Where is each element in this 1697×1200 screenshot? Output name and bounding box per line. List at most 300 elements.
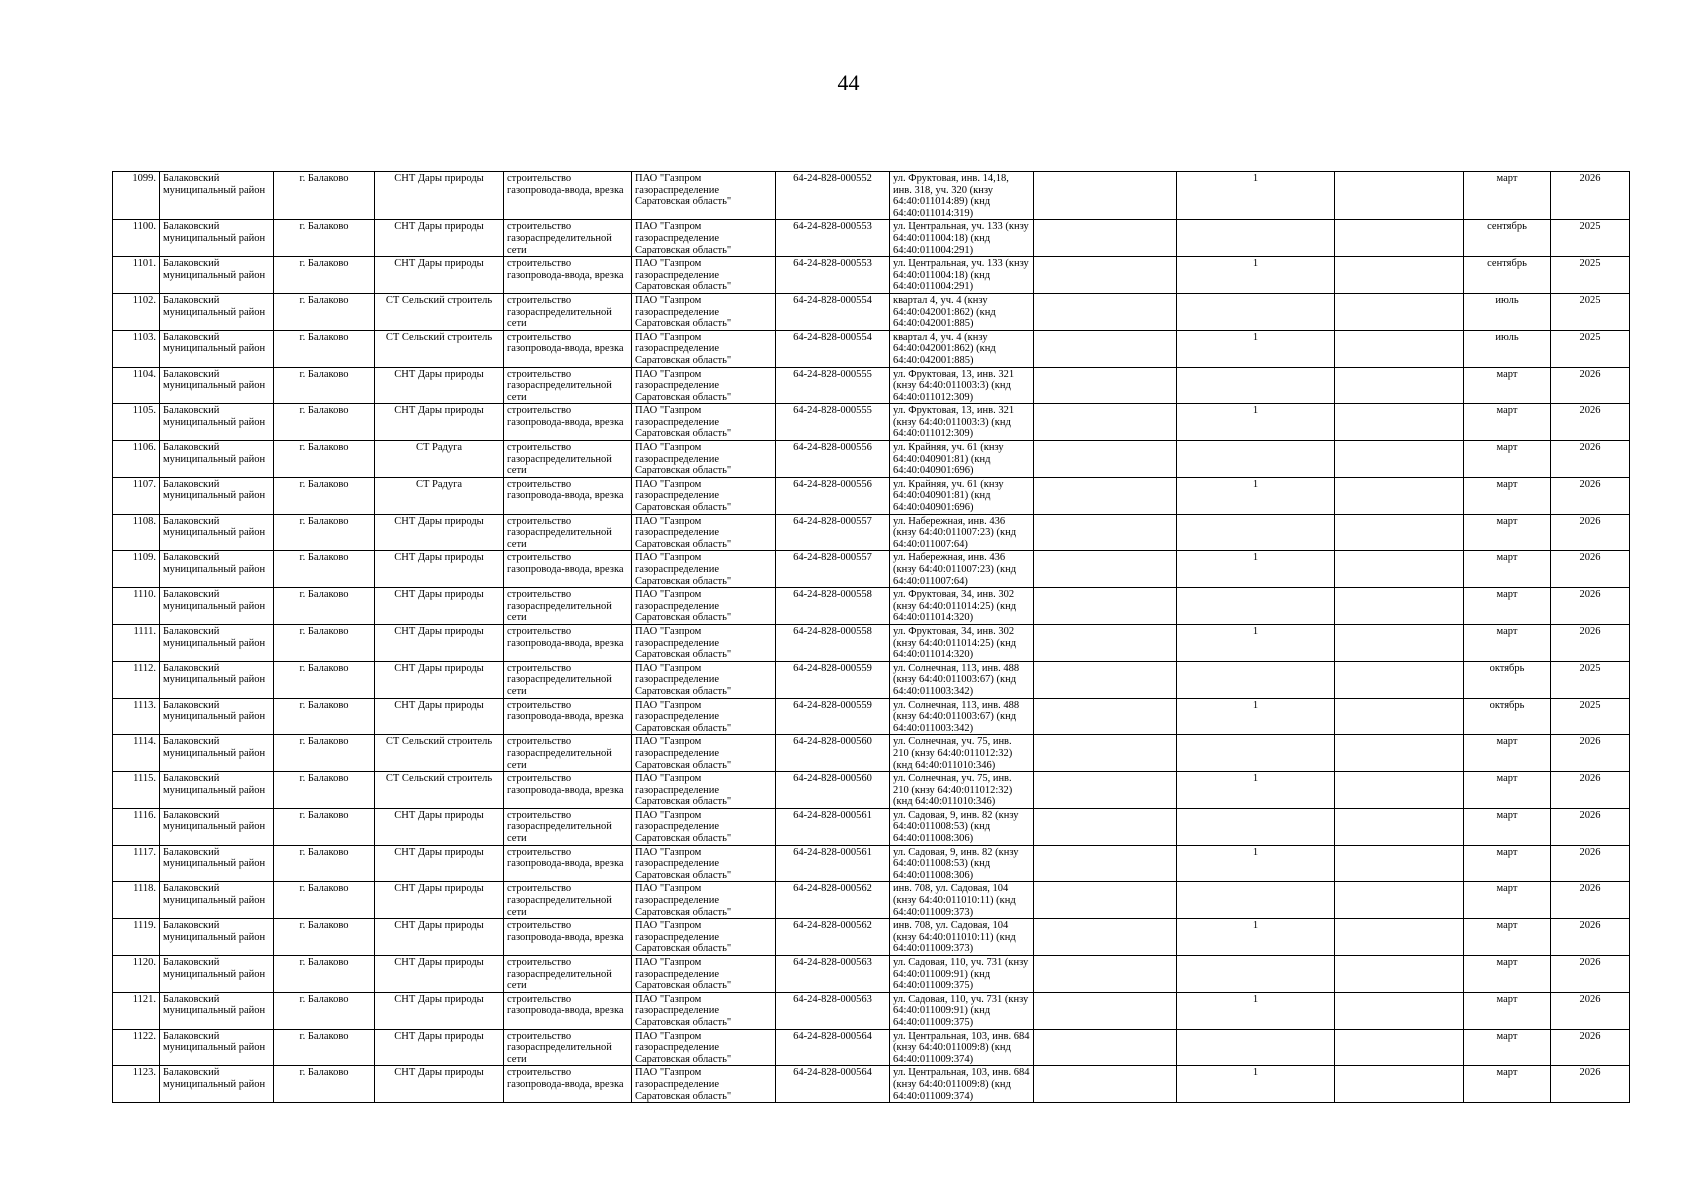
organization-cell: ПАО "Газпром газораспределение Саратовская область" xyxy=(632,514,776,551)
table-row xyxy=(113,257,1630,294)
organization-cell: ПАО "Газпром газораспределение Саратовская область" xyxy=(632,551,776,588)
empty-cell xyxy=(1034,588,1177,625)
row-number-cell: 1115. xyxy=(113,772,160,809)
object-cell: СНТ Дары природы xyxy=(375,367,504,404)
table-row xyxy=(113,293,1630,330)
work-type-cell: строительство газораспределительной сети xyxy=(504,735,632,772)
object-cell: СНТ Дары природы xyxy=(375,514,504,551)
year-cell: 2026 xyxy=(1551,551,1630,588)
quantity-cell: 1 xyxy=(1177,257,1335,294)
empty-cell xyxy=(1034,992,1177,1029)
quantity-cell xyxy=(1177,220,1335,257)
object-cell: СНТ Дары природы xyxy=(375,698,504,735)
year-cell: 2026 xyxy=(1551,808,1630,845)
year-cell: 2025 xyxy=(1551,698,1630,735)
empty-cell xyxy=(1335,477,1464,514)
table-row xyxy=(113,1029,1630,1066)
work-type-cell: строительство газопровода-ввода, врезка xyxy=(504,772,632,809)
contract-number-cell: 64-24-828-000563 xyxy=(776,956,890,993)
contract-number-cell: 64-24-828-000559 xyxy=(776,698,890,735)
contract-number-cell: 64-24-828-000554 xyxy=(776,330,890,367)
object-cell: СТ Радуга xyxy=(375,441,504,478)
year-cell: 2025 xyxy=(1551,257,1630,294)
year-cell: 2026 xyxy=(1551,992,1630,1029)
quantity-cell: 1 xyxy=(1177,172,1335,220)
city-cell: г. Балаково xyxy=(274,882,375,919)
table-row xyxy=(113,698,1630,735)
row-number-cell: 1112. xyxy=(113,661,160,698)
contract-number-cell: 64-24-828-000563 xyxy=(776,992,890,1029)
year-cell: 2026 xyxy=(1551,514,1630,551)
address-cell: ул. Садовая, 110, уч. 731 (кнзу 64:40:011009:91) (кнд 64:40:011009:375) xyxy=(890,992,1034,1029)
quantity-cell: 1 xyxy=(1177,1066,1335,1103)
address-cell: ул. Крайняя, уч. 61 (кнзу 64:40:040901:81) (кнд 64:40:040901:696) xyxy=(890,477,1034,514)
month-cell: июль xyxy=(1464,293,1551,330)
table-row xyxy=(113,735,1630,772)
organization-cell: ПАО "Газпром газораспределение Саратовская область" xyxy=(632,992,776,1029)
year-cell: 2026 xyxy=(1551,1066,1630,1103)
organization-cell: ПАО "Газпром газораспределение Саратовская область" xyxy=(632,808,776,845)
organization-cell: ПАО "Газпром газораспределение Саратовская область" xyxy=(632,1066,776,1103)
empty-cell xyxy=(1034,514,1177,551)
quantity-cell: 1 xyxy=(1177,330,1335,367)
month-cell: март xyxy=(1464,551,1551,588)
organization-cell: ПАО "Газпром газораспределение Саратовская область" xyxy=(632,367,776,404)
year-cell: 2026 xyxy=(1551,956,1630,993)
table-row xyxy=(113,845,1630,882)
quantity-cell: 1 xyxy=(1177,845,1335,882)
object-cell: СНТ Дары природы xyxy=(375,404,504,441)
district-cell: Балаковский муниципальный район xyxy=(160,735,274,772)
empty-cell xyxy=(1034,477,1177,514)
district-cell: Балаковский муниципальный район xyxy=(160,257,274,294)
month-cell: март xyxy=(1464,808,1551,845)
address-cell: ул. Садовая, 9, инв. 82 (кнзу 64:40:011008:53) (кнд 64:40:011008:306) xyxy=(890,808,1034,845)
organization-cell: ПАО "Газпром газораспределение Саратовская область" xyxy=(632,956,776,993)
district-cell: Балаковский муниципальный район xyxy=(160,1029,274,1066)
row-number-cell: 1106. xyxy=(113,441,160,478)
district-cell: Балаковский муниципальный район xyxy=(160,551,274,588)
district-cell: Балаковский муниципальный район xyxy=(160,330,274,367)
table-row xyxy=(113,992,1630,1029)
address-cell: ул. Набережная, инв. 436 (кнзу 64:40:011007:23) (кнд 64:40:011007:64) xyxy=(890,551,1034,588)
contract-number-cell: 64-24-828-000553 xyxy=(776,220,890,257)
month-cell: сентябрь xyxy=(1464,220,1551,257)
work-type-cell: строительство газопровода-ввода, врезка xyxy=(504,404,632,441)
organization-cell: ПАО "Газпром газораспределение Саратовская область" xyxy=(632,477,776,514)
month-cell: март xyxy=(1464,367,1551,404)
row-number-cell: 1114. xyxy=(113,735,160,772)
address-cell: ул. Солнечная, 113, инв. 488 (кнзу 64:40:011003:67) (кнд 64:40:011003:342) xyxy=(890,661,1034,698)
object-cell: СНТ Дары природы xyxy=(375,588,504,625)
quantity-cell xyxy=(1177,293,1335,330)
year-cell: 2025 xyxy=(1551,330,1630,367)
object-cell: СТ Сельский строитель xyxy=(375,330,504,367)
month-cell: сентябрь xyxy=(1464,257,1551,294)
contract-number-cell: 64-24-828-000556 xyxy=(776,477,890,514)
organization-cell: ПАО "Газпром газораспределение Саратовская область" xyxy=(632,1029,776,1066)
row-number-cell: 1116. xyxy=(113,808,160,845)
contract-number-cell: 64-24-828-000559 xyxy=(776,661,890,698)
city-cell: г. Балаково xyxy=(274,588,375,625)
city-cell: г. Балаково xyxy=(274,845,375,882)
organization-cell: ПАО "Газпром газораспределение Саратовская область" xyxy=(632,624,776,661)
quantity-cell xyxy=(1177,882,1335,919)
table-row xyxy=(113,172,1630,220)
month-cell: март xyxy=(1464,992,1551,1029)
contract-number-cell: 64-24-828-000556 xyxy=(776,441,890,478)
city-cell: г. Балаково xyxy=(274,661,375,698)
table-row xyxy=(113,808,1630,845)
contract-number-cell: 64-24-828-000562 xyxy=(776,919,890,956)
month-cell: март xyxy=(1464,1029,1551,1066)
empty-cell xyxy=(1335,1066,1464,1103)
object-cell: СНТ Дары природы xyxy=(375,956,504,993)
month-cell: март xyxy=(1464,588,1551,625)
quantity-cell: 1 xyxy=(1177,919,1335,956)
year-cell: 2026 xyxy=(1551,404,1630,441)
table-row xyxy=(113,367,1630,404)
city-cell: г. Балаково xyxy=(274,514,375,551)
year-cell: 2026 xyxy=(1551,1029,1630,1066)
empty-cell xyxy=(1034,624,1177,661)
address-cell: ул. Садовая, 9, инв. 82 (кнзу 64:40:011008:53) (кнд 64:40:011008:306) xyxy=(890,845,1034,882)
empty-cell xyxy=(1034,661,1177,698)
contract-number-cell: 64-24-828-000554 xyxy=(776,293,890,330)
row-number-cell: 1118. xyxy=(113,882,160,919)
year-cell: 2025 xyxy=(1551,661,1630,698)
row-number-cell: 1122. xyxy=(113,1029,160,1066)
district-cell: Балаковский муниципальный район xyxy=(160,514,274,551)
quantity-cell: 1 xyxy=(1177,624,1335,661)
row-number-cell: 1119. xyxy=(113,919,160,956)
quantity-cell xyxy=(1177,661,1335,698)
work-type-cell: строительство газопровода-ввода, врезка xyxy=(504,477,632,514)
row-number-cell: 1117. xyxy=(113,845,160,882)
empty-cell xyxy=(1335,882,1464,919)
work-type-cell: строительство газопровода-ввода, врезка xyxy=(504,172,632,220)
empty-cell xyxy=(1034,257,1177,294)
work-type-cell: строительство газопровода-ввода, врезка xyxy=(504,257,632,294)
table-row xyxy=(113,661,1630,698)
year-cell: 2026 xyxy=(1551,441,1630,478)
row-number-cell: 1104. xyxy=(113,367,160,404)
work-type-cell: строительство газораспределительной сети xyxy=(504,293,632,330)
empty-cell xyxy=(1034,956,1177,993)
district-cell: Балаковский муниципальный район xyxy=(160,624,274,661)
row-number-cell: 1103. xyxy=(113,330,160,367)
object-cell: СНТ Дары природы xyxy=(375,257,504,294)
city-cell: г. Балаково xyxy=(274,367,375,404)
row-number-cell: 1100. xyxy=(113,220,160,257)
work-type-cell: строительство газораспределительной сети xyxy=(504,441,632,478)
row-number-cell: 1113. xyxy=(113,698,160,735)
table-row xyxy=(113,477,1630,514)
quantity-cell xyxy=(1177,367,1335,404)
address-cell: ул. Набережная, инв. 436 (кнзу 64:40:011007:23) (кнд 64:40:011007:64) xyxy=(890,514,1034,551)
row-number-cell: 1107. xyxy=(113,477,160,514)
contract-number-cell: 64-24-828-000557 xyxy=(776,514,890,551)
empty-cell xyxy=(1034,330,1177,367)
month-cell: март xyxy=(1464,514,1551,551)
work-type-cell: строительство газораспределительной сети xyxy=(504,367,632,404)
register-table xyxy=(112,171,1630,1103)
month-cell: март xyxy=(1464,735,1551,772)
row-number-cell: 1121. xyxy=(113,992,160,1029)
city-cell: г. Балаково xyxy=(274,808,375,845)
empty-cell xyxy=(1335,220,1464,257)
month-cell: март xyxy=(1464,441,1551,478)
city-cell: г. Балаково xyxy=(274,1029,375,1066)
district-cell: Балаковский муниципальный район xyxy=(160,477,274,514)
year-cell: 2025 xyxy=(1551,293,1630,330)
table-body xyxy=(113,172,1630,1103)
work-type-cell: строительство газораспределительной сети xyxy=(504,220,632,257)
district-cell: Балаковский муниципальный район xyxy=(160,1066,274,1103)
district-cell: Балаковский муниципальный район xyxy=(160,172,274,220)
contract-number-cell: 64-24-828-000560 xyxy=(776,772,890,809)
table-row xyxy=(113,624,1630,661)
month-cell: октябрь xyxy=(1464,661,1551,698)
row-number-cell: 1105. xyxy=(113,404,160,441)
object-cell: СНТ Дары природы xyxy=(375,661,504,698)
address-cell: ул. Фруктовая, инв. 14,18, инв. 318, уч. 320 (кнзу 64:40:011014:89) (кнд 64:40:011014:319) xyxy=(890,172,1034,220)
city-cell: г. Балаково xyxy=(274,772,375,809)
empty-cell xyxy=(1335,624,1464,661)
empty-cell xyxy=(1335,367,1464,404)
work-type-cell: строительство газопровода-ввода, врезка xyxy=(504,698,632,735)
work-type-cell: строительство газопровода-ввода, врезка xyxy=(504,992,632,1029)
empty-cell xyxy=(1034,735,1177,772)
empty-cell xyxy=(1034,1029,1177,1066)
empty-cell xyxy=(1335,661,1464,698)
quantity-cell xyxy=(1177,956,1335,993)
empty-cell xyxy=(1335,698,1464,735)
month-cell: март xyxy=(1464,172,1551,220)
organization-cell: ПАО "Газпром газораспределение Саратовская область" xyxy=(632,293,776,330)
year-cell: 2025 xyxy=(1551,220,1630,257)
month-cell: март xyxy=(1464,624,1551,661)
empty-cell xyxy=(1335,551,1464,588)
contract-number-cell: 64-24-828-000558 xyxy=(776,624,890,661)
work-type-cell: строительство газораспределительной сети xyxy=(504,514,632,551)
table-row xyxy=(113,330,1630,367)
object-cell: СНТ Дары природы xyxy=(375,808,504,845)
district-cell: Балаковский муниципальный район xyxy=(160,661,274,698)
table-row xyxy=(113,882,1630,919)
table-row xyxy=(113,956,1630,993)
table-row xyxy=(113,220,1630,257)
empty-cell xyxy=(1335,1029,1464,1066)
table-row xyxy=(113,441,1630,478)
empty-cell xyxy=(1034,404,1177,441)
city-cell: г. Балаково xyxy=(274,441,375,478)
year-cell: 2026 xyxy=(1551,772,1630,809)
month-cell: июль xyxy=(1464,330,1551,367)
organization-cell: ПАО "Газпром газораспределение Саратовская область" xyxy=(632,257,776,294)
quantity-cell: 1 xyxy=(1177,404,1335,441)
month-cell: март xyxy=(1464,404,1551,441)
quantity-cell: 1 xyxy=(1177,477,1335,514)
address-cell: ул. Центральная, 103, инв. 684 (кнзу 64:40:011009:8) (кнд 64:40:011009:374) xyxy=(890,1029,1034,1066)
row-number-cell: 1120. xyxy=(113,956,160,993)
work-type-cell: строительство газораспределительной сети xyxy=(504,588,632,625)
empty-cell xyxy=(1335,514,1464,551)
district-cell: Балаковский муниципальный район xyxy=(160,588,274,625)
city-cell: г. Балаково xyxy=(274,404,375,441)
quantity-cell: 1 xyxy=(1177,992,1335,1029)
object-cell: СНТ Дары природы xyxy=(375,172,504,220)
work-type-cell: строительство газораспределительной сети xyxy=(504,661,632,698)
year-cell: 2026 xyxy=(1551,845,1630,882)
empty-cell xyxy=(1034,882,1177,919)
object-cell: СНТ Дары природы xyxy=(375,624,504,661)
quantity-cell xyxy=(1177,808,1335,845)
quantity-cell: 1 xyxy=(1177,551,1335,588)
district-cell: Балаковский муниципальный район xyxy=(160,882,274,919)
year-cell: 2026 xyxy=(1551,624,1630,661)
quantity-cell: 1 xyxy=(1177,772,1335,809)
address-cell: ул. Фруктовая, 34, инв. 302 (кнзу 64:40:011014:25) (кнд 64:40:011014:320) xyxy=(890,624,1034,661)
contract-number-cell: 64-24-828-000561 xyxy=(776,845,890,882)
district-cell: Балаковский муниципальный район xyxy=(160,772,274,809)
contract-number-cell: 64-24-828-000561 xyxy=(776,808,890,845)
district-cell: Балаковский муниципальный район xyxy=(160,992,274,1029)
quantity-cell xyxy=(1177,735,1335,772)
address-cell: инв. 708, ул. Садовая, 104 (кнзу 64:40:011010:11) (кнд 64:40:011009:373) xyxy=(890,919,1034,956)
row-number-cell: 1109. xyxy=(113,551,160,588)
empty-cell xyxy=(1034,772,1177,809)
address-cell: ул. Солнечная, 113, инв. 488 (кнзу 64:40:011003:67) (кнд 64:40:011003:342) xyxy=(890,698,1034,735)
row-number-cell: 1099. xyxy=(113,172,160,220)
year-cell: 2026 xyxy=(1551,735,1630,772)
city-cell: г. Балаково xyxy=(274,735,375,772)
object-cell: СНТ Дары природы xyxy=(375,992,504,1029)
year-cell: 2026 xyxy=(1551,172,1630,220)
object-cell: СТ Сельский строитель xyxy=(375,735,504,772)
year-cell: 2026 xyxy=(1551,919,1630,956)
city-cell: г. Балаково xyxy=(274,956,375,993)
work-type-cell: строительство газораспределительной сети xyxy=(504,808,632,845)
organization-cell: ПАО "Газпром газораспределение Саратовская область" xyxy=(632,882,776,919)
empty-cell xyxy=(1034,172,1177,220)
district-cell: Балаковский муниципальный район xyxy=(160,220,274,257)
year-cell: 2026 xyxy=(1551,367,1630,404)
empty-cell xyxy=(1034,845,1177,882)
table-row xyxy=(113,919,1630,956)
address-cell: ул. Фруктовая, 13, инв. 321 (кнзу 64:40:011003:3) (кнд 64:40:011012:309) xyxy=(890,404,1034,441)
organization-cell: ПАО "Газпром газораспределение Саратовская область" xyxy=(632,220,776,257)
contract-number-cell: 64-24-828-000564 xyxy=(776,1029,890,1066)
organization-cell: ПАО "Газпром газораспределение Саратовская область" xyxy=(632,588,776,625)
year-cell: 2026 xyxy=(1551,477,1630,514)
work-type-cell: строительство газораспределительной сети xyxy=(504,956,632,993)
empty-cell xyxy=(1335,808,1464,845)
district-cell: Балаковский муниципальный район xyxy=(160,956,274,993)
city-cell: г. Балаково xyxy=(274,919,375,956)
row-number-cell: 1101. xyxy=(113,257,160,294)
empty-cell xyxy=(1034,808,1177,845)
work-type-cell: строительство газопровода-ввода, врезка xyxy=(504,845,632,882)
address-cell: квартал 4, уч. 4 (кнзу 64:40:042001:862) (кнд 64:40:042001:885) xyxy=(890,293,1034,330)
district-cell: Балаковский муниципальный район xyxy=(160,808,274,845)
month-cell: октябрь xyxy=(1464,698,1551,735)
row-number-cell: 1102. xyxy=(113,293,160,330)
organization-cell: ПАО "Газпром газораспределение Саратовская область" xyxy=(632,172,776,220)
empty-cell xyxy=(1034,698,1177,735)
table-row xyxy=(113,1066,1630,1103)
row-number-cell: 1108. xyxy=(113,514,160,551)
month-cell: март xyxy=(1464,772,1551,809)
organization-cell: ПАО "Газпром газораспределение Саратовская область" xyxy=(632,772,776,809)
object-cell: СТ Сельский строитель xyxy=(375,772,504,809)
table-row xyxy=(113,551,1630,588)
address-cell: ул. Центральная, уч. 133 (кнзу 64:40:011004:18) (кнд 64:40:011004:291) xyxy=(890,220,1034,257)
empty-cell xyxy=(1034,441,1177,478)
empty-cell xyxy=(1335,257,1464,294)
object-cell: СТ Сельский строитель xyxy=(375,293,504,330)
empty-cell xyxy=(1034,551,1177,588)
contract-number-cell: 64-24-828-000562 xyxy=(776,882,890,919)
city-cell: г. Балаково xyxy=(274,330,375,367)
organization-cell: ПАО "Газпром газораспределение Саратовская область" xyxy=(632,404,776,441)
month-cell: март xyxy=(1464,477,1551,514)
row-number-cell: 1111. xyxy=(113,624,160,661)
contract-number-cell: 64-24-828-000552 xyxy=(776,172,890,220)
object-cell: СНТ Дары природы xyxy=(375,882,504,919)
empty-cell xyxy=(1034,919,1177,956)
empty-cell xyxy=(1335,919,1464,956)
object-cell: СНТ Дары природы xyxy=(375,845,504,882)
month-cell: март xyxy=(1464,956,1551,993)
work-type-cell: строительство газопровода-ввода, врезка xyxy=(504,1066,632,1103)
address-cell: квартал 4, уч. 4 (кнзу 64:40:042001:862) (кнд 64:40:042001:885) xyxy=(890,330,1034,367)
organization-cell: ПАО "Газпром газораспределение Саратовская область" xyxy=(632,735,776,772)
empty-cell xyxy=(1335,588,1464,625)
empty-cell xyxy=(1034,220,1177,257)
object-cell: СНТ Дары природы xyxy=(375,220,504,257)
month-cell: март xyxy=(1464,919,1551,956)
address-cell: ул. Фруктовая, 13, инв. 321 (кнзу 64:40:011003:3) (кнд 64:40:011012:309) xyxy=(890,367,1034,404)
object-cell: СНТ Дары природы xyxy=(375,919,504,956)
organization-cell: ПАО "Газпром газораспределение Саратовская область" xyxy=(632,441,776,478)
year-cell: 2026 xyxy=(1551,882,1630,919)
address-cell: ул. Солнечная, уч. 75, инв. 210 (кнзу 64:40:011012:32) (кнд 64:40:011010:346) xyxy=(890,735,1034,772)
empty-cell xyxy=(1335,441,1464,478)
address-cell: инв. 708, ул. Садовая, 104 (кнзу 64:40:011010:11) (кнд 64:40:011009:373) xyxy=(890,882,1034,919)
contract-number-cell: 64-24-828-000560 xyxy=(776,735,890,772)
contract-number-cell: 64-24-828-000564 xyxy=(776,1066,890,1103)
address-cell: ул. Солнечная, уч. 75, инв. 210 (кнзу 64:40:011012:32) (кнд 64:40:011010:346) xyxy=(890,772,1034,809)
empty-cell xyxy=(1335,992,1464,1029)
organization-cell: ПАО "Газпром газораспределение Саратовская область" xyxy=(632,698,776,735)
contract-number-cell: 64-24-828-000558 xyxy=(776,588,890,625)
city-cell: г. Балаково xyxy=(274,698,375,735)
organization-cell: ПАО "Газпром газораспределение Саратовская область" xyxy=(632,919,776,956)
contract-number-cell: 64-24-828-000553 xyxy=(776,257,890,294)
contract-number-cell: 64-24-828-000557 xyxy=(776,551,890,588)
year-cell: 2026 xyxy=(1551,588,1630,625)
empty-cell xyxy=(1335,772,1464,809)
city-cell: г. Балаково xyxy=(274,477,375,514)
empty-cell xyxy=(1335,330,1464,367)
address-cell: ул. Центральная, 103, инв. 684 (кнзу 64:40:011009:8) (кнд 64:40:011009:374) xyxy=(890,1066,1034,1103)
work-type-cell: строительство газопровода-ввода, врезка xyxy=(504,919,632,956)
row-number-cell: 1110. xyxy=(113,588,160,625)
address-cell: ул. Фруктовая, 34, инв. 302 (кнзу 64:40:011014:25) (кнд 64:40:011014:320) xyxy=(890,588,1034,625)
empty-cell xyxy=(1034,1066,1177,1103)
quantity-cell xyxy=(1177,441,1335,478)
